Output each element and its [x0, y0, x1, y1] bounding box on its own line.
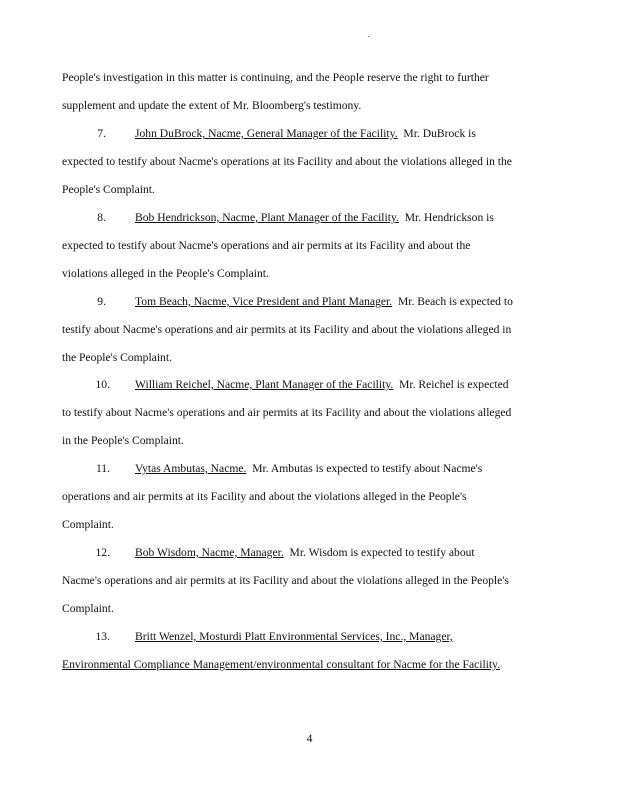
witness-name: Bob Wisdom, Nacme, Manager.	[135, 546, 284, 559]
witness-name: Tom Beach, Nacme, Vice President and Plant Manager.	[135, 295, 393, 308]
item-7-line-2: expected to testify about Nacme's operations at its Facility and about the violations alleged in the	[62, 155, 512, 168]
item-13-first-line	[62, 630, 562, 644]
page-number: 4	[306, 732, 313, 745]
item-number: 7.	[97, 127, 106, 140]
item-text: Mr. Wisdom is expected to testify about	[289, 546, 475, 559]
intro-line-1: People's investigation in this matter is continuing, and the People reserve the right to further	[62, 71, 489, 84]
item-9-line-3: the People's Complaint.	[62, 351, 172, 364]
item-11-first-line	[62, 462, 562, 476]
witness-name: Britt Wenzel, Mosturdi Platt Environmental Services, Inc., Manager,	[135, 630, 453, 643]
item-8-first-line	[62, 211, 562, 225]
item-9-first-line	[62, 295, 562, 309]
scan-speck	[368, 36, 369, 37]
item-12-line-2: Nacme's operations and air permits at its Facility and about the violations alleged in the People's	[62, 574, 509, 587]
item-text: Mr. Ambutas is expected to testify about Nacme's	[252, 462, 483, 475]
item-text: Mr. Hendrickson is	[404, 211, 494, 224]
witness-name: Bob Hendrickson, Nacme, Plant Manager of the Facility.	[135, 211, 399, 224]
item-10-first-line	[62, 378, 562, 392]
item-8-line-3: violations alleged in the People's Complaint.	[62, 267, 269, 280]
item-11-line-2: operations and air permits at its Facility and about the violations alleged in the People's	[62, 490, 467, 503]
witness-name: John DuBrock, Nacme, General Manager of the Facility.	[135, 127, 398, 140]
item-number: 10.	[95, 378, 110, 391]
item-10-line-3: in the People's Complaint.	[62, 434, 184, 447]
item-11-line-3: Complaint.	[62, 518, 114, 531]
intro-line-2: supplement and update the extent of Mr. Bloomberg's testimony.	[62, 99, 362, 112]
item-12-first-line	[62, 546, 562, 560]
item-8-line-2: expected to testify about Nacme's operations and air permits at its Facility and about the	[62, 239, 471, 252]
witness-name: Vytas Ambutas, Nacme.	[135, 462, 247, 475]
item-number: 8.	[97, 211, 106, 224]
item-text: Mr. Reichel is expected	[399, 378, 509, 391]
item-10-line-2: to testify about Nacme's operations and air permits at its Facility and about the violations alleged	[62, 406, 512, 419]
item-number: 12.	[95, 546, 110, 559]
item-13-line-2: Environmental Compliance Management/environmental consultant for Nacme for the Facility.	[62, 658, 501, 671]
item-9-line-2: testify about Nacme's operations and air permits at its Facility and about the violations alleged in	[62, 323, 512, 336]
item-7-first-line	[62, 127, 562, 141]
item-12-line-3: Complaint.	[62, 602, 114, 615]
item-number: 11.	[95, 462, 110, 475]
item-7-line-3: People's Complaint.	[62, 183, 155, 196]
witness-name: William Reichel, Nacme, Plant Manager of the Facility.	[135, 378, 394, 391]
item-text: Mr. Beach is expected to	[397, 295, 513, 308]
item-number: 13.	[95, 630, 110, 643]
item-number: 9.	[97, 295, 106, 308]
item-text: Mr. DuBrock is	[403, 127, 476, 140]
